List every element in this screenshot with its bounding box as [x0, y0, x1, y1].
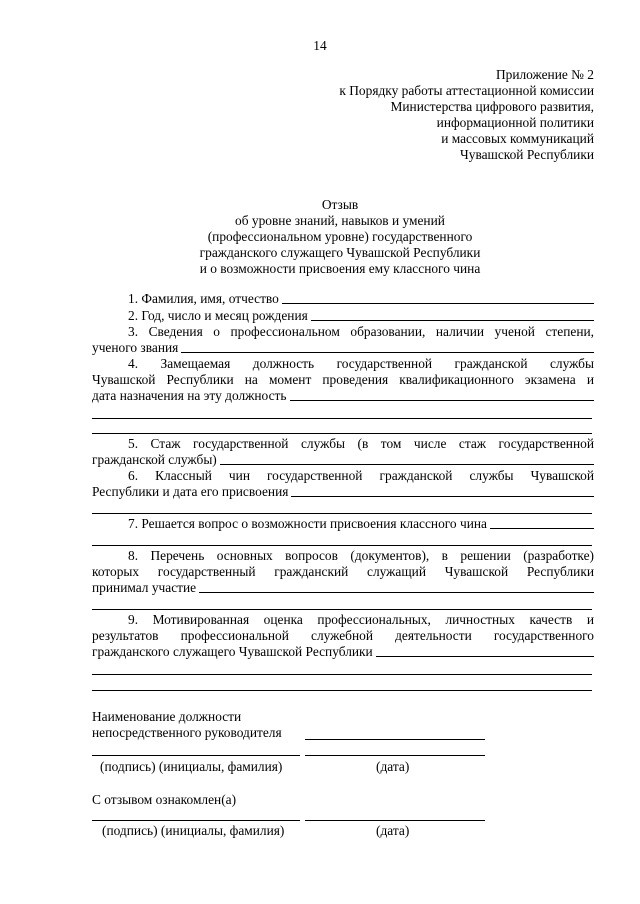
- item-7-extra-line[interactable]: [92, 545, 592, 546]
- manager-position-label-2: непосредственного руководителя: [92, 725, 282, 740]
- item-5-field[interactable]: [220, 452, 594, 465]
- item-8-line-a: 8. Перечень основных вопросов (документов), в решении (разработке): [128, 548, 594, 563]
- manager-position-label: Наименование должности: [92, 709, 242, 724]
- item-4-field[interactable]: [290, 388, 595, 401]
- item-1-label: 1. Фамилия, имя, отчество: [128, 291, 279, 306]
- item-6-row-b: [92, 484, 594, 500]
- item-6-line-a: 6. Классный чин государственной гражданской службы Чувашской: [128, 468, 594, 483]
- item-8-label-c: принимал участие: [92, 580, 197, 595]
- item-4-line-a: 4. Замещаемая должность государственной гражданской службы: [128, 356, 594, 371]
- manager-position-field[interactable]: [305, 739, 485, 740]
- item-1-row: [92, 291, 594, 307]
- item-4-row-c: [92, 388, 594, 404]
- item-3-row-b: [92, 340, 594, 356]
- item-8-field[interactable]: [199, 580, 594, 593]
- item-9-label-c: гражданского служащего Чувашской Республики: [92, 644, 373, 659]
- item-7-field[interactable]: [490, 516, 594, 529]
- item-5-line-a: 5. Стаж государственной службы (в том числе стаж государственной: [128, 436, 594, 451]
- item-3-field[interactable]: [181, 340, 594, 353]
- appendix-line: Чувашской Республики: [460, 147, 594, 162]
- document-title: [90, 197, 590, 277]
- item-2-field[interactable]: [311, 308, 594, 321]
- item-5-label-b: гражданской службы): [92, 452, 217, 467]
- appendix-line: Министерства цифрового развития,: [390, 99, 594, 114]
- item-8-line-b: которых государственный гражданский служащий Чувашской Республики: [92, 564, 594, 579]
- date-caption-2: (дата): [376, 823, 410, 838]
- item-3-line-a: 3. Сведения о профессиональном образовании, наличии ученой степени,: [128, 324, 594, 339]
- item-8-extra-line[interactable]: [92, 609, 592, 610]
- item-6-label-b: Республики и дата его присвоения: [92, 484, 289, 499]
- title-line: и о возможности присвоения ему классного чина: [199, 261, 481, 276]
- item-3-label-b: ученого звания: [92, 340, 179, 355]
- employee-date-field[interactable]: [305, 820, 485, 821]
- item-8-row-c: [92, 580, 594, 596]
- item-4-extra-line[interactable]: [92, 433, 592, 434]
- appendix-line: и массовых коммуникаций: [441, 131, 594, 146]
- appendix-line: информационной политики: [436, 115, 594, 130]
- item-9-extra-line[interactable]: [92, 690, 592, 691]
- item-4-line-b: Чувашской Республики на момент проведения квалификационного экзамена и: [92, 372, 594, 387]
- title-line: (профессиональном уровне) государственного: [207, 229, 473, 244]
- item-1-field[interactable]: [282, 291, 594, 304]
- date-caption: (дата): [376, 759, 410, 774]
- item-9-field[interactable]: [376, 644, 594, 657]
- manager-signature-field[interactable]: [92, 755, 300, 756]
- item-6-field[interactable]: [291, 484, 594, 497]
- item-9-line-b: результатов профессиональной служебной деятельности государственного: [92, 628, 594, 643]
- appendix-header: [339, 67, 594, 163]
- appendix-line: к Порядку работы аттестационной комиссии: [339, 83, 594, 98]
- signature-caption-2: (подпись) (инициалы, фамилия): [102, 823, 285, 838]
- title-line: Отзыв: [321, 197, 359, 212]
- signature-caption: (подпись) (инициалы, фамилия): [100, 759, 283, 774]
- title-line: об уровне знаний, навыков и умений: [235, 213, 445, 228]
- manager-date-field[interactable]: [305, 755, 485, 756]
- item-7-row: [92, 516, 594, 532]
- appendix-line: Приложение № 2: [495, 67, 594, 82]
- item-6-extra-line[interactable]: [92, 513, 592, 514]
- item-4-label-c: дата назначения на эту должность: [92, 388, 287, 403]
- item-2-row: [92, 308, 594, 324]
- employee-signature-field[interactable]: [92, 820, 300, 821]
- item-9-extra-line[interactable]: [92, 674, 592, 675]
- item-9-line-a: 9. Мотивированная оценка профессиональных, личностных качеств и: [128, 612, 594, 627]
- item-7-label: 7. Решается вопрос о возможности присвоения классного чина: [128, 516, 487, 531]
- item-2-label: 2. Год, число и месяц рождения: [128, 308, 308, 323]
- title-line: гражданского служащего Чувашской Республики: [199, 245, 481, 260]
- page-number: 14: [313, 38, 327, 53]
- item-5-row-b: [92, 452, 594, 468]
- item-9-row-c: [92, 644, 594, 660]
- item-4-extra-line[interactable]: [92, 418, 592, 419]
- acquainted-label: С отзывом ознакомлен(а): [92, 792, 237, 807]
